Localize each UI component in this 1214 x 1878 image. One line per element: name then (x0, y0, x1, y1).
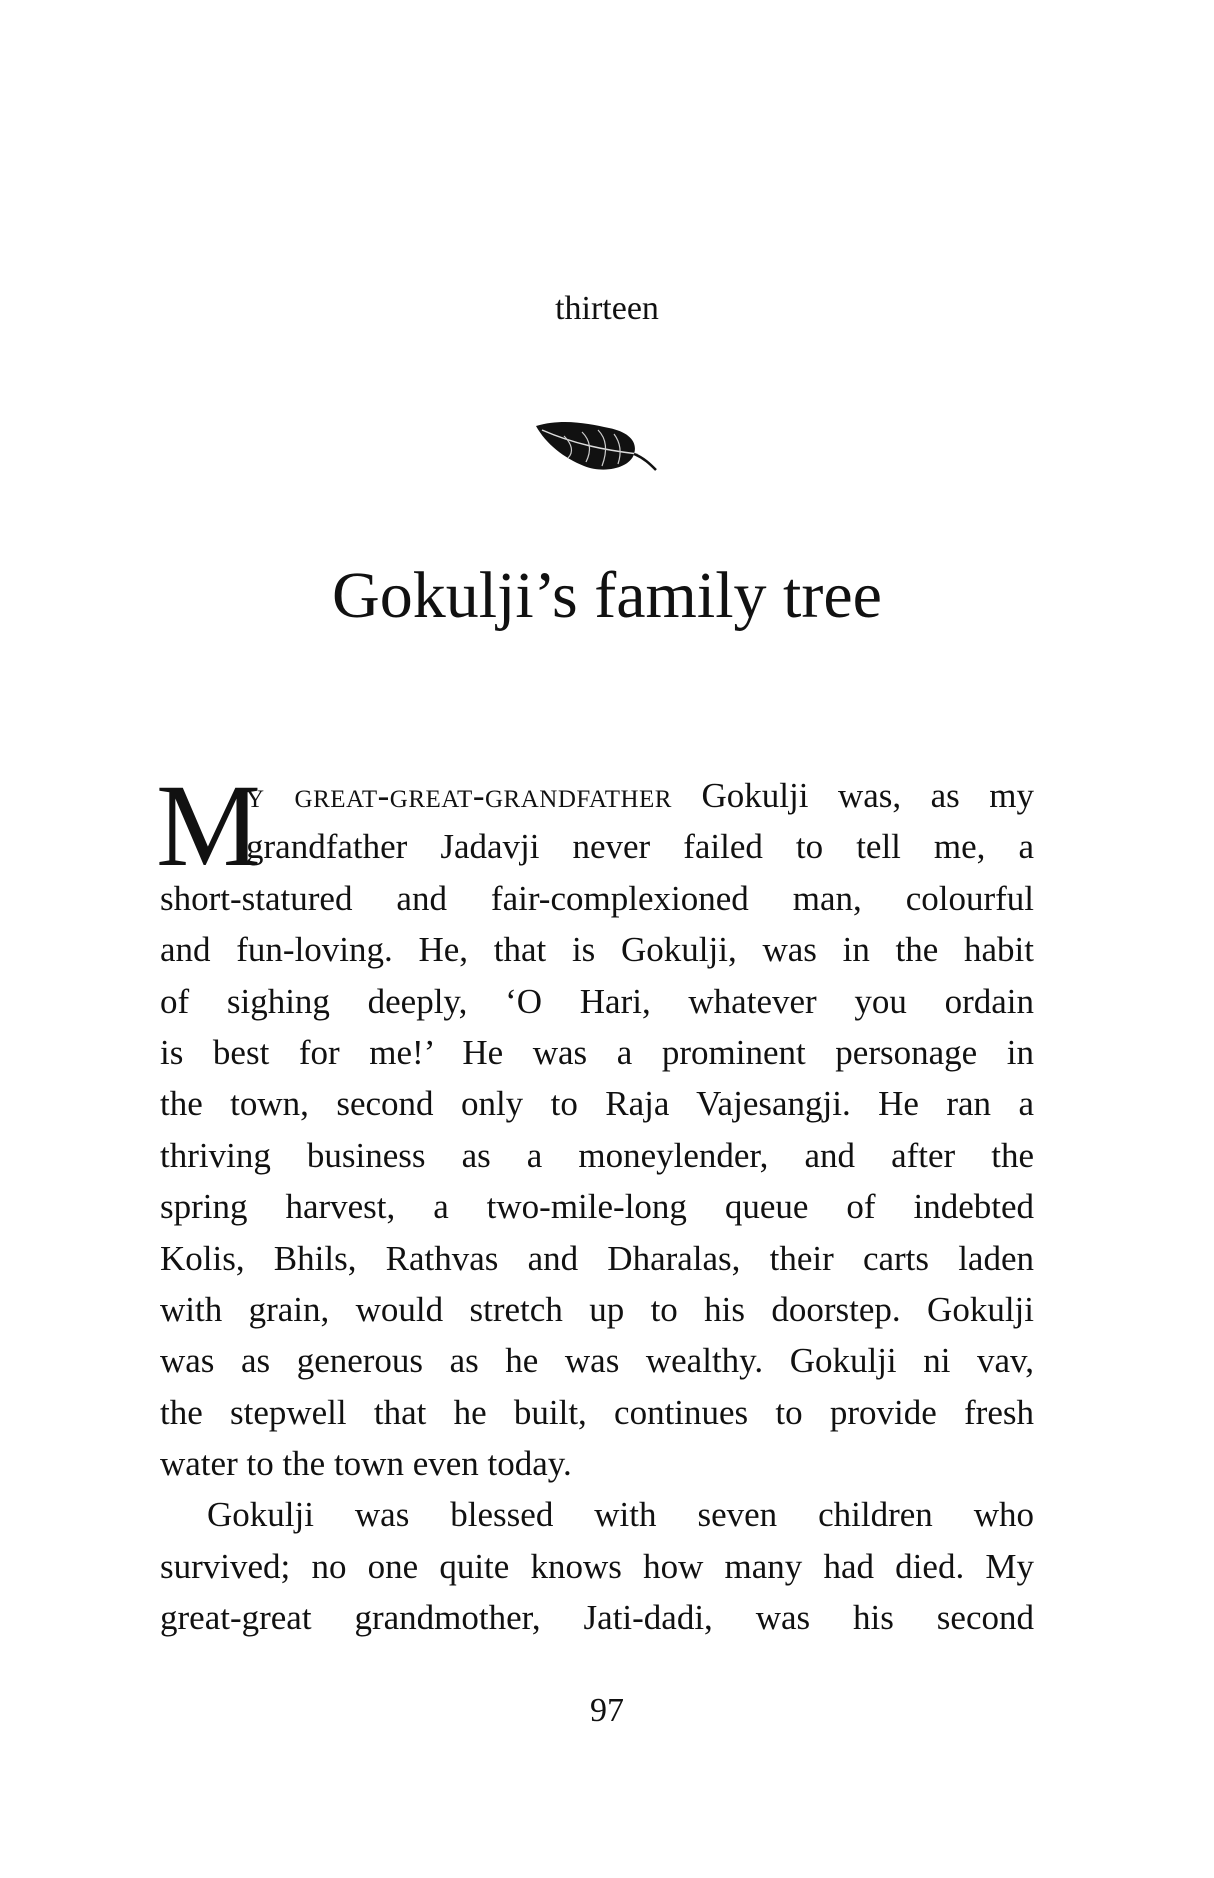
text-line (160, 976, 1034, 1027)
drop-cap: M (156, 760, 261, 891)
text-line (160, 1335, 1034, 1386)
text-line (160, 1233, 1034, 1284)
small-caps-opening: y great-great-grandfather (246, 776, 672, 815)
chapter-number: thirteen (555, 290, 659, 327)
chapter-title: Gokulji’s family tree (332, 559, 882, 632)
text-line (160, 873, 1034, 924)
text-line (160, 1284, 1034, 1335)
body-text (156, 760, 1035, 1644)
text-line-content: Gokulji was blessed with seven children who (207, 1495, 1034, 1535)
text-line-content: was as generous as he was wealthy. Gokulji ni vav, (160, 1341, 1034, 1381)
text-line-rest: Gokulji was, as my (701, 776, 1035, 815)
text-line (160, 1592, 1034, 1643)
text-line (160, 1027, 1034, 1078)
text-line-content: the town, second only to Raja Vajesangji. He ran a (160, 1084, 1034, 1124)
text-line-content: thriving business as a moneylender, and after the (160, 1135, 1034, 1175)
text-line-content: of sighing deeply, ‘O Hari, whatever you ordain (160, 981, 1034, 1021)
text-line-content: Kolis, Bhils, Rathvas and Dharalas, their carts laden (160, 1238, 1034, 1278)
text-line (160, 1078, 1034, 1129)
leaf-icon (534, 418, 660, 478)
text-line (160, 770, 1034, 821)
text-line-content: grandfather Jadavji never failed to tell me, a (246, 827, 1034, 867)
text-line (160, 1489, 1034, 1540)
text-line (160, 1438, 1034, 1489)
text-line-content: spring harvest, a two-mile-long queue of indebted (160, 1187, 1034, 1227)
text-line (160, 1130, 1034, 1181)
text-line-content: is best for me!’ He was a prominent personage in (160, 1032, 1034, 1072)
text-line-content: and fun-loving. He, that is Gokulji, was in the habit (160, 930, 1034, 970)
text-line-content: survived; no one quite knows how many had died. My (160, 1546, 1034, 1586)
text-line (160, 924, 1034, 975)
text-line (160, 821, 1034, 872)
text-line (160, 1387, 1034, 1438)
text-line-content: with grain, would stretch up to his doorstep. Gokulji (160, 1289, 1034, 1329)
text-line-content: great-great grandmother, Jati-dadi, was his second (160, 1598, 1034, 1638)
page-number: 97 (590, 1692, 624, 1729)
text-line-content: water to the town even today. (160, 1444, 572, 1484)
text-line (160, 1181, 1034, 1232)
text-line-content: short-statured and fair-complexioned man, colourful (160, 878, 1034, 918)
text-line (160, 1541, 1034, 1592)
text-line-content: the stepwell that he built, continues to provide fresh (160, 1392, 1034, 1432)
